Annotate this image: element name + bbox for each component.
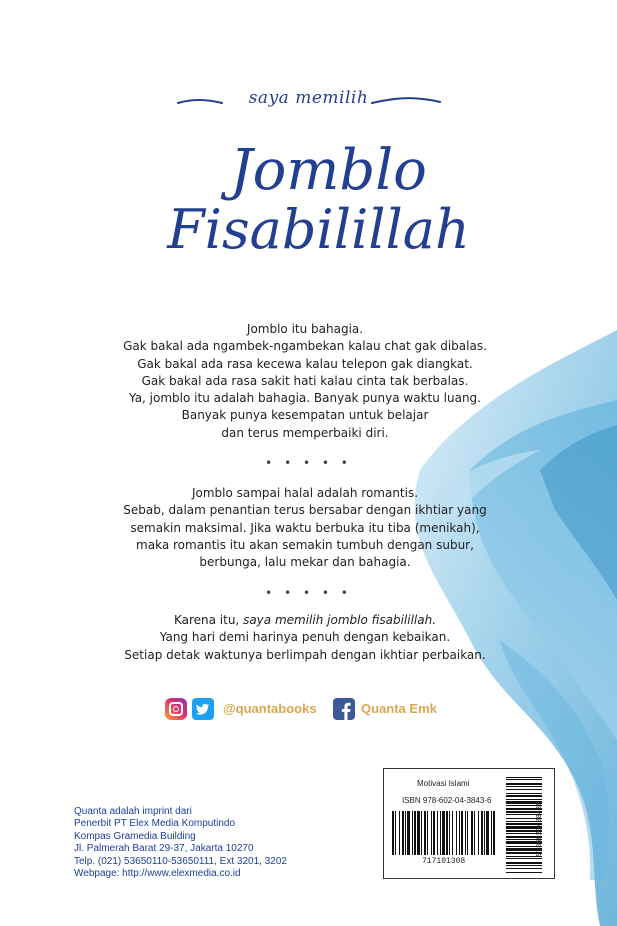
barcode-bar (486, 811, 489, 855)
barcode-bar (424, 811, 426, 855)
blurb-line: Jomblo sampai halal adalah romantis. (191, 486, 419, 500)
separator-dots: • • • • • (265, 586, 352, 600)
facebook-f-glyph (333, 698, 355, 720)
blurb-line: Gak bakal ada ngambek-ngambekan kalau chat gak dibalas. (123, 339, 487, 354)
barcode-bar (412, 811, 413, 855)
blurb-line: semakin maksimal. Jika waktu berbuka itu tiba (menikah), (130, 520, 480, 535)
barcode-bar (414, 811, 416, 855)
barcode-bar (437, 811, 438, 855)
blurb-line: Jomblo itu bahagia. (246, 322, 364, 336)
barcode-bar (461, 811, 463, 855)
imprint-line: Jl. Palmerah Barat 29-37, Jakarta 10270 (74, 843, 254, 855)
barcode-bar (471, 811, 473, 855)
barcode-bar (405, 811, 406, 855)
blurb-line-prefix: Karena itu, (173, 613, 244, 627)
barcode-bar (467, 811, 468, 855)
blurb-line: Sebab, dalam penantian terus bersabar dengan ikhtiar yang (123, 503, 487, 518)
blurb-line: Yang hari demi harinya penuh dengan kebaikan. (159, 630, 451, 645)
facebook-name[interactable]: Quanta Emk (361, 701, 437, 716)
blurb-paragraph-3 (95, 612, 515, 664)
barcode-bar (395, 811, 396, 855)
blurb-paragraph-1 (95, 321, 515, 442)
blurb-line (95, 612, 515, 629)
blurb-line: Setiap detak waktunya berlimpah dengan ikhtiar perbaikan. (124, 647, 486, 662)
blurb-line: Banyak punya kesempatan untuk belajar (181, 408, 429, 423)
barcode-bar (452, 811, 453, 855)
barcode-bar (474, 811, 475, 855)
imprint-line: Quanta adalah imprint dari (74, 806, 192, 817)
barcode-bar (449, 811, 450, 855)
barcode-bar (399, 811, 400, 855)
book-title-line2: Fisabilillah (167, 198, 470, 261)
barcode-code: 717101308 (422, 857, 466, 866)
barcode-bar (456, 811, 457, 855)
imprint-line: Webpage: http://www.elexmedia.co.id (74, 868, 241, 880)
barcode-bar (442, 811, 445, 855)
barcode-bars (384, 769, 556, 880)
twitter-bird-glyph (192, 698, 214, 720)
book-title-line1: Jomblo (230, 138, 427, 203)
facebook-icon[interactable] (333, 698, 355, 720)
barcode-bar (478, 811, 479, 855)
blurb-line: berbunga, lalu mekar dan bahagia. (199, 555, 411, 570)
barcode-bar (392, 811, 394, 855)
barcode-bar (491, 811, 492, 855)
imprint-line: Telp. (021) 53650110-53650111, Ext 3201, 3202 (74, 855, 287, 867)
imprint-line: Penerbit PT Elex Media Komputindo (74, 818, 236, 830)
barcode-bar (446, 811, 448, 855)
swash-decoration (0, 0, 617, 140)
barcode-bar (417, 811, 420, 855)
barcode-isbn: ISBN 978-602-04-3843-6 (402, 796, 492, 805)
barcode-bar (459, 811, 460, 855)
instagram-icon-lens (173, 706, 179, 712)
barcode-bar (407, 811, 410, 855)
barcode-bar (431, 811, 432, 855)
barcode-bar (493, 811, 495, 855)
barcode-bar (484, 811, 485, 855)
blurb-paragraph-2 (95, 485, 515, 571)
blurb-line: Gak bakal ada rasa sakit hati kalau cinta tak berbalas. (141, 373, 469, 388)
barcode-bar (506, 777, 542, 778)
publisher-imprint (74, 806, 287, 880)
blurb-line: maka romantis itu akan semakin tumbuh dengan subur, (136, 537, 474, 552)
blurb-line: dan terus memperbaiki diri. (221, 425, 389, 440)
barcode-ean: 9786020438436 (536, 801, 544, 857)
cover-title-block (0, 0, 617, 300)
barcode-bar (440, 811, 441, 855)
barcode-category: Motivasi Islami (417, 779, 470, 788)
social-handle[interactable]: @quantabooks (223, 701, 317, 716)
blurb-line: Gak bakal ada rasa kecewa kalau telepon gak diangkat. (137, 356, 473, 371)
barcode-bar (433, 811, 435, 855)
imprint-line: Kompas Gramedia Building (74, 830, 196, 842)
separator-dots: • • • • • (265, 456, 352, 470)
barcode-bar (421, 811, 422, 855)
blurb-line-italic: saya memilih jomblo fisabilillah. (243, 613, 437, 627)
instagram-icon[interactable] (165, 698, 187, 720)
barcode-bar (402, 811, 404, 855)
barcode-bar (465, 811, 466, 855)
barcode-box (383, 768, 555, 879)
barcode-bar (427, 811, 428, 855)
book-subtitle: saya memilih (248, 88, 369, 108)
blurb-line: Ya, jomblo itu adalah bahagia. Banyak punya waktu luang. (129, 391, 481, 406)
barcode-bar (481, 811, 483, 855)
twitter-icon[interactable] (192, 698, 214, 720)
